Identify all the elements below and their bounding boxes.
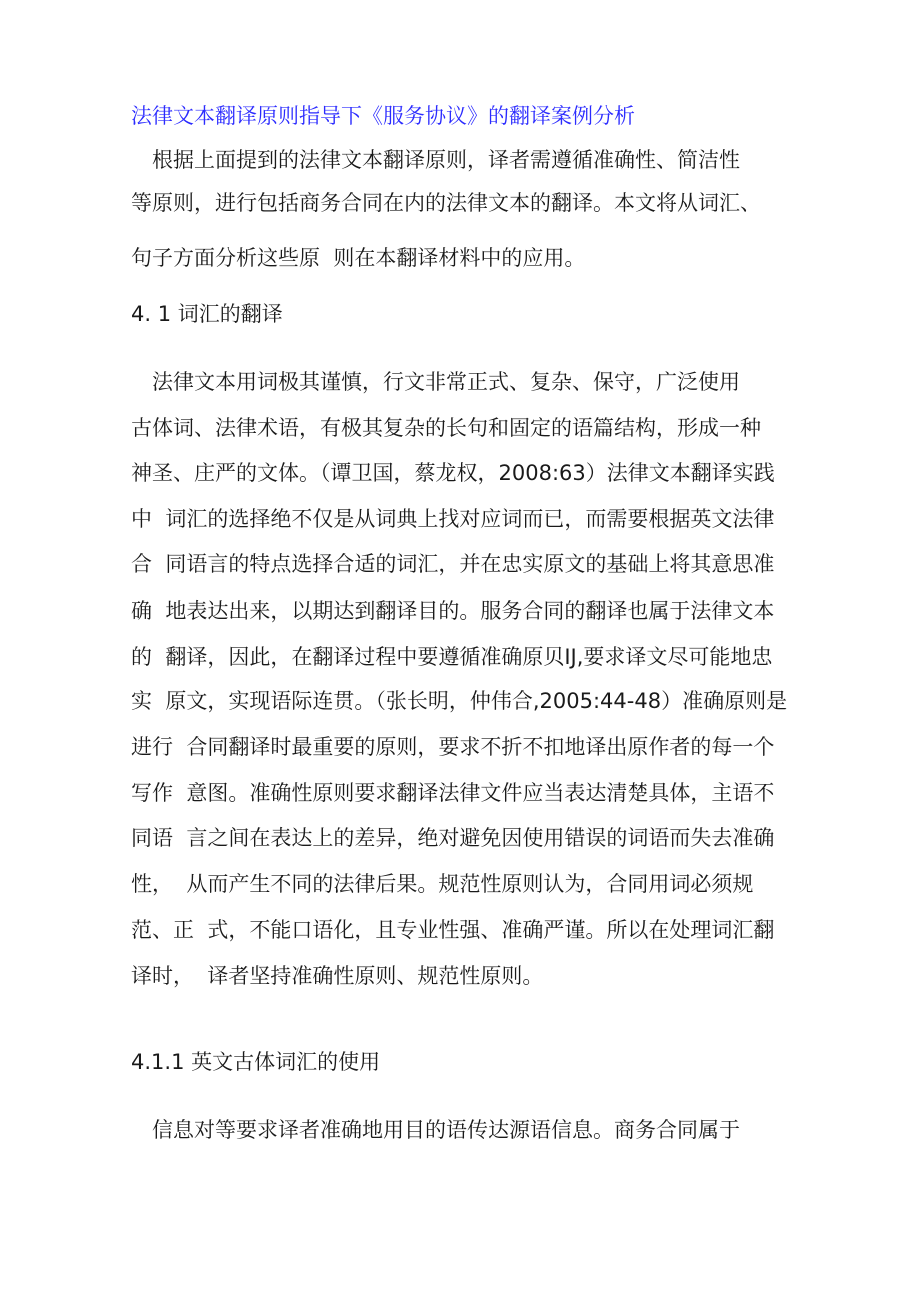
paragraph-line: 法律文本用词极其谨慎，行文非常正式、复杂、保守，广泛使用 [152,370,740,394]
paragraph-line: 信息对等要求译者准确地用目的语传达源语信息。商务合同属于 [152,1118,740,1142]
paragraph-line: 范、正 式，不能口语化，且专业性强、准确严谨。所以在处理词汇翻 [131,918,775,942]
paragraph-line: 句子方面分析这些原 则在本翻译材料中的应用。 [131,246,586,270]
section-title: 法律文本翻译原则指导下《服务协议》的翻译案例分析 [131,104,635,128]
paragraph-line: 中 词汇的选择绝不仅是从词典上找对应词而已，而需要根据英文法律 [131,507,775,531]
paragraph-line: 译时， 译者坚持准确性原则、规范性原则。 [131,964,544,988]
paragraph-line: 古体词、法律术语，有极其复杂的长句和固定的语篇结构，形成一种 [131,416,761,440]
paragraph-line: 同语 言之间在表达上的差异，绝对避免因使用错误的词语而失去准确 [131,826,775,850]
paragraph-line: 合 同语言的特点选择合适的词汇，并在忠实原文的基础上将其意思准 [131,552,775,576]
heading-4-1: 4. 1 词汇的翻译 [131,302,283,326]
paragraph-line: 性， 从而产生不同的法律后果。规范性原则认为，合同用词必须规 [131,872,754,896]
paragraph-line: 进行 合同翻译时最重要的原则，要求不折不扣地译出原作者的每一个 [131,735,775,759]
paragraph-line: 神圣、庄严的文体。（谭卫国，蔡龙权，2008:63）法律文本翻译实践 [131,461,775,485]
paragraph-line: 等原则，进行包括商务合同在内的法律文本的翻译。本文将从词汇、 [131,191,761,215]
heading-4-1-1: 4.1.1 英文古体词汇的使用 [131,1050,381,1074]
paragraph-line: 确 地表达出来，以期达到翻译目的。服务合同的翻译也属于法律文本 [131,599,775,623]
paragraph-line: 的 翻译，因此，在翻译过程中要遵循准确原贝IJ,要求译文尽可能地忠 [131,645,773,669]
paragraph-line: 根据上面提到的法律文本翻译原则，译者需遵循准确性、简洁性 [152,148,740,172]
paragraph-line: 实 原文，实现语际连贯。（张长明，仲伟合,2005:44-48）准确原则是 [131,689,788,713]
paragraph-line: 写作 意图。准确性原则要求翻译法律文件应当表达清楚具体，主语不 [131,781,775,805]
